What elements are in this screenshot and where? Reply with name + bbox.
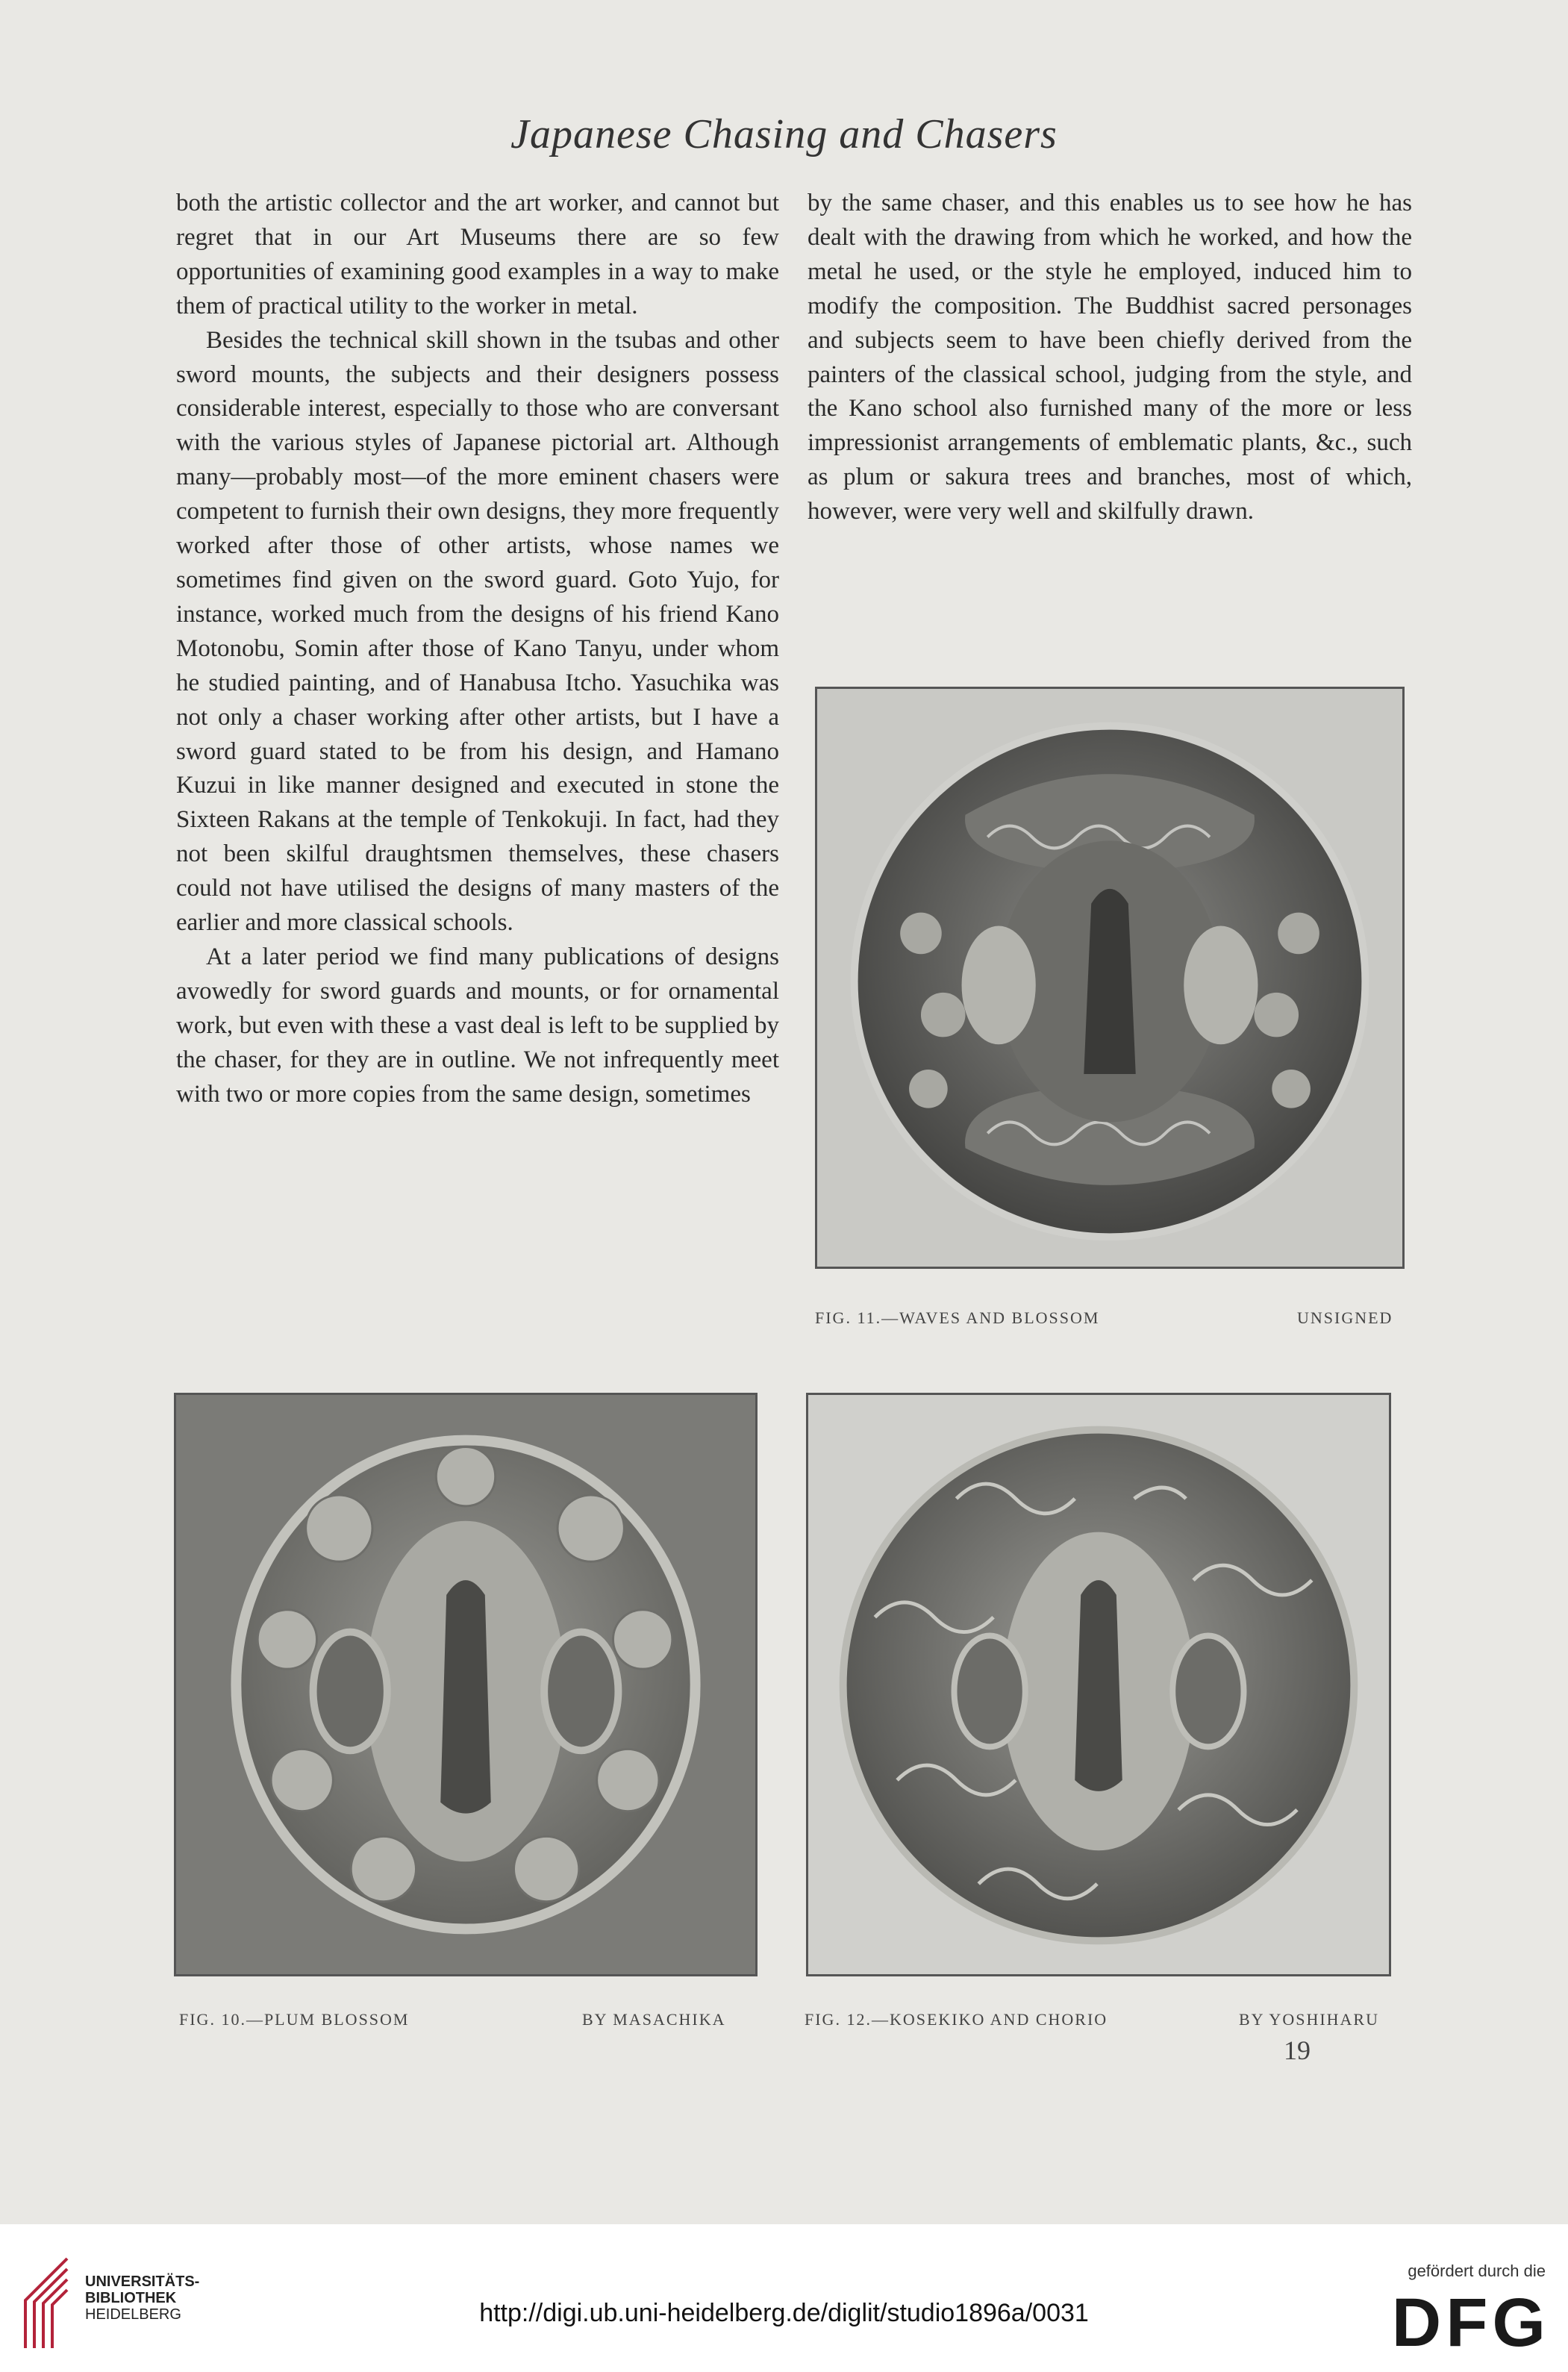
- figure-kosekiko-and-chorio-tsuba: [806, 1393, 1391, 1976]
- dfg-logo: DFG: [1391, 2285, 1550, 2361]
- sponsor-text: gefördert durch die: [1408, 2262, 1546, 2280]
- library-line: HEIDELBERG: [85, 2306, 181, 2323]
- paragraph: At a later period we find many publications of designs avowedly for sword guards and mounts, or for ornamental work, but even with these a vast deal is left to be supplied by the chaser, for they are in outline. We not infrequently meet with two or more copies from the same design, sometimes: [176, 943, 779, 1108]
- paragraph: Besides the technical skill shown in the tsubas and other sword mounts, the subjects and their designers possess considerable interest, especially to those who are conversant with the various styles of Japanese pictorial art. Although many—probably most—of the more eminent chasers were competent to furnish their own designs, they more frequently worked after those of other artists, whose names we sometimes find given on the sword guard. Goto Yujo, for instance, worked much from the designs of his friend Kano Motonobu, Somin after those of Kano Tanyu, under whom he studied painting, and of Hanabusa Itcho. Yasuchika was not only a chaser working after other artists, but I have a sword guard stated to be from his design, and Hamano Kuzui in like manner designed and executed in stone the Sixteen Rakans at the temple of Tenkokuji. In fact, had they not been skilful draughtsmen themselves, these chasers could not have utilised the designs of many masters of the earlier and more classical schools.: [176, 326, 779, 937]
- paragraph: both the artistic collector and the art worker, and cannot but regret that in our Art Museums there are so few opportunities of examining good examples in a way to make them of practical utility to the worker in metal.: [176, 190, 779, 319]
- tsuba-image: [808, 1395, 1389, 1974]
- library-line: UNIVERSITÄTS-: [85, 2273, 200, 2290]
- figure-caption: FIG. 11.—WAVES AND BLOSSOM: [815, 1308, 1100, 1327]
- library-line: BIBLIOTHEK: [85, 2290, 177, 2306]
- page-number: 19: [1284, 2035, 1311, 2065]
- right-text-column: [808, 187, 1412, 529]
- figure-plum-blossom-tsuba: [174, 1393, 758, 1976]
- tsuba-image: [176, 1395, 755, 1974]
- paragraph: by the same chaser, and this enables us to see how he has dealt with the drawing from which he worked, and how the metal he used, or the style he employed, induced him to modify the composition. The Buddhist sacred personages and subjects seem to have been chiefly derived from the painters of the classical school, judging from the style, and the Kano school also furnished many of the more or less impressionist arrangements of emblematic plants, &c., such as plum or sakura trees and branches, most of which, however, were very well and skilfully drawn.: [808, 190, 1412, 525]
- tsuba-image: [817, 689, 1402, 1267]
- figure-waves-and-blossom-tsuba: [815, 687, 1405, 1269]
- running-head: Japanese Chasing and Chasers: [510, 111, 1058, 157]
- figure-caption: FIG. 10.—PLUM BLOSSOM: [179, 2010, 410, 2029]
- figure-credit: BY YOSHIHARU: [1239, 2010, 1379, 2029]
- digitization-footer: [0, 2224, 1568, 2372]
- figure-credit: BY MASACHIKA: [582, 2010, 726, 2029]
- figure-caption: FIG. 12.—KOSEKIKO AND CHORIO: [805, 2010, 1108, 2029]
- source-url-link[interactable]: http://digi.ub.uni-heidelberg.de/diglit/studio1896a/0031: [479, 2299, 1089, 2327]
- left-text-column: [176, 187, 779, 1111]
- figure-credit: UNSIGNED: [1297, 1308, 1393, 1327]
